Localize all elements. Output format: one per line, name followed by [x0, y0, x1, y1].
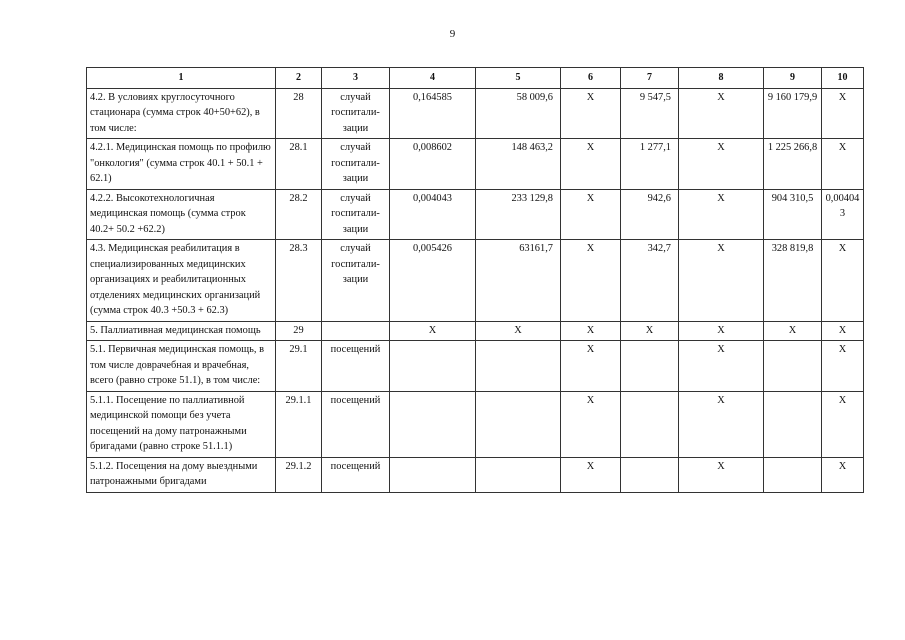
row-value-cell [476, 457, 561, 492]
row-value-cell: X [561, 321, 621, 341]
row-value-cell [390, 341, 476, 392]
row-unit-cell: случай госпитали-зации [322, 189, 390, 240]
row-value-cell [764, 391, 822, 457]
row-value-cell: 0,005426 [390, 240, 476, 322]
row-name-cell: 5.1. Первичная медицинская помощь, в том числе доврачебная и врачебная, всего (равно строке 51.1), в том числе: [87, 341, 276, 392]
row-value-cell: 0,004043 [390, 189, 476, 240]
row-name-cell: 4.2. В условиях круглосуточного стационара (сумма строк 40+50+62), в том числе: [87, 88, 276, 139]
row-unit-cell: посещений [322, 391, 390, 457]
row-value-cell: 148 463,2 [476, 139, 561, 190]
header-row [87, 68, 864, 89]
column-header: 2 [276, 68, 322, 89]
row-unit-cell: посещений [322, 341, 390, 392]
row-value-cell: X [621, 321, 679, 341]
row-value-cell: X [679, 240, 764, 322]
table-row [87, 341, 864, 392]
row-value-cell: X [679, 457, 764, 492]
row-value-cell: X [679, 139, 764, 190]
row-value-cell: 9 160 179,9 [764, 88, 822, 139]
row-code-cell: 29.1 [276, 341, 322, 392]
table-row [87, 457, 864, 492]
row-value-cell [621, 341, 679, 392]
page-number: 9 [449, 28, 456, 40]
row-value-cell: X [822, 457, 864, 492]
row-unit-cell: случай госпитали-зации [322, 139, 390, 190]
row-code-cell: 29.1.1 [276, 391, 322, 457]
row-value-cell: X [822, 321, 864, 341]
row-value-cell: 233 129,8 [476, 189, 561, 240]
row-value-cell: 942,6 [621, 189, 679, 240]
table-row [87, 88, 864, 139]
row-value-cell: 58 009,6 [476, 88, 561, 139]
row-value-cell: X [561, 88, 621, 139]
row-value-cell: 0,008602 [390, 139, 476, 190]
row-value-cell [764, 341, 822, 392]
column-header: 10 [822, 68, 864, 89]
row-value-cell: X [679, 341, 764, 392]
row-code-cell: 28.1 [276, 139, 322, 190]
row-value-cell: X [679, 391, 764, 457]
row-value-cell: X [561, 457, 621, 492]
column-header: 6 [561, 68, 621, 89]
table-row [87, 240, 864, 322]
column-header: 8 [679, 68, 764, 89]
row-code-cell: 29 [276, 321, 322, 341]
row-value-cell [764, 457, 822, 492]
row-value-cell: X [476, 321, 561, 341]
column-header: 1 [87, 68, 276, 89]
table-row [87, 139, 864, 190]
row-value-cell: X [561, 391, 621, 457]
row-unit-cell [322, 321, 390, 341]
row-value-cell: X [561, 240, 621, 322]
row-name-cell: 5.1.1. Посещение по паллиативной медицинской помощи без учета посещений на дому патронажными бригадами (равно строке 51.1.1) [87, 391, 276, 457]
data-table [86, 67, 864, 493]
table-row [87, 391, 864, 457]
row-value-cell: X [679, 321, 764, 341]
row-name-cell: 4.2.1. Медицинская помощь по профилю "онкология" (сумма строк 40.1 + 50.1 + 62.1) [87, 139, 276, 190]
column-header: 5 [476, 68, 561, 89]
row-value-cell: X [822, 88, 864, 139]
row-value-cell: 63161,7 [476, 240, 561, 322]
row-value-cell: 1 225 266,8 [764, 139, 822, 190]
row-unit-cell: случай госпитали-зации [322, 240, 390, 322]
row-code-cell: 28 [276, 88, 322, 139]
row-value-cell [390, 391, 476, 457]
table-row [87, 321, 864, 341]
row-name-cell: 5.1.2. Посещения на дому выездными патронажными бригадами [87, 457, 276, 492]
row-value-cell: X [561, 139, 621, 190]
row-value-cell [621, 457, 679, 492]
row-value-cell: X [679, 189, 764, 240]
row-unit-cell: посещений [322, 457, 390, 492]
row-value-cell: X [822, 240, 864, 322]
row-value-cell [621, 391, 679, 457]
row-unit-cell: случай госпитали-зации [322, 88, 390, 139]
column-header: 3 [322, 68, 390, 89]
column-header: 9 [764, 68, 822, 89]
row-value-cell: 904 310,5 [764, 189, 822, 240]
row-value-cell [390, 457, 476, 492]
row-value-cell: X [764, 321, 822, 341]
row-value-cell: 9 547,5 [621, 88, 679, 139]
column-header: 4 [390, 68, 476, 89]
row-code-cell: 28.3 [276, 240, 322, 322]
column-header: 7 [621, 68, 679, 89]
row-value-cell [476, 341, 561, 392]
row-name-cell: 4.2.2. Высокотехнологичная медицинская помощь (сумма строк 40.2+ 50.2 +62.2) [87, 189, 276, 240]
row-value-cell: 1 277,1 [621, 139, 679, 190]
row-value-cell: X [561, 341, 621, 392]
row-value-cell: 342,7 [621, 240, 679, 322]
row-value-cell: X [561, 189, 621, 240]
row-value-cell: X [822, 391, 864, 457]
row-value-cell: 0,164585 [390, 88, 476, 139]
row-name-cell: 5. Паллиативная медицинская помощь [87, 321, 276, 341]
row-value-cell: X [679, 88, 764, 139]
row-value-cell: X [822, 341, 864, 392]
row-value-cell [476, 391, 561, 457]
row-code-cell: 28.2 [276, 189, 322, 240]
row-value-cell: X [390, 321, 476, 341]
row-value-cell: 328 819,8 [764, 240, 822, 322]
row-code-cell: 29.1.2 [276, 457, 322, 492]
row-value-cell: X [822, 139, 864, 190]
row-value-cell: 0,004043 [822, 189, 864, 240]
table-row [87, 189, 864, 240]
row-name-cell: 4.3. Медицинская реабилитация в специализированных медицинских организациях и реабилитационных отделениях медицинских организаций (сумма строк 40.3 +50.3 + 62.3) [87, 240, 276, 322]
